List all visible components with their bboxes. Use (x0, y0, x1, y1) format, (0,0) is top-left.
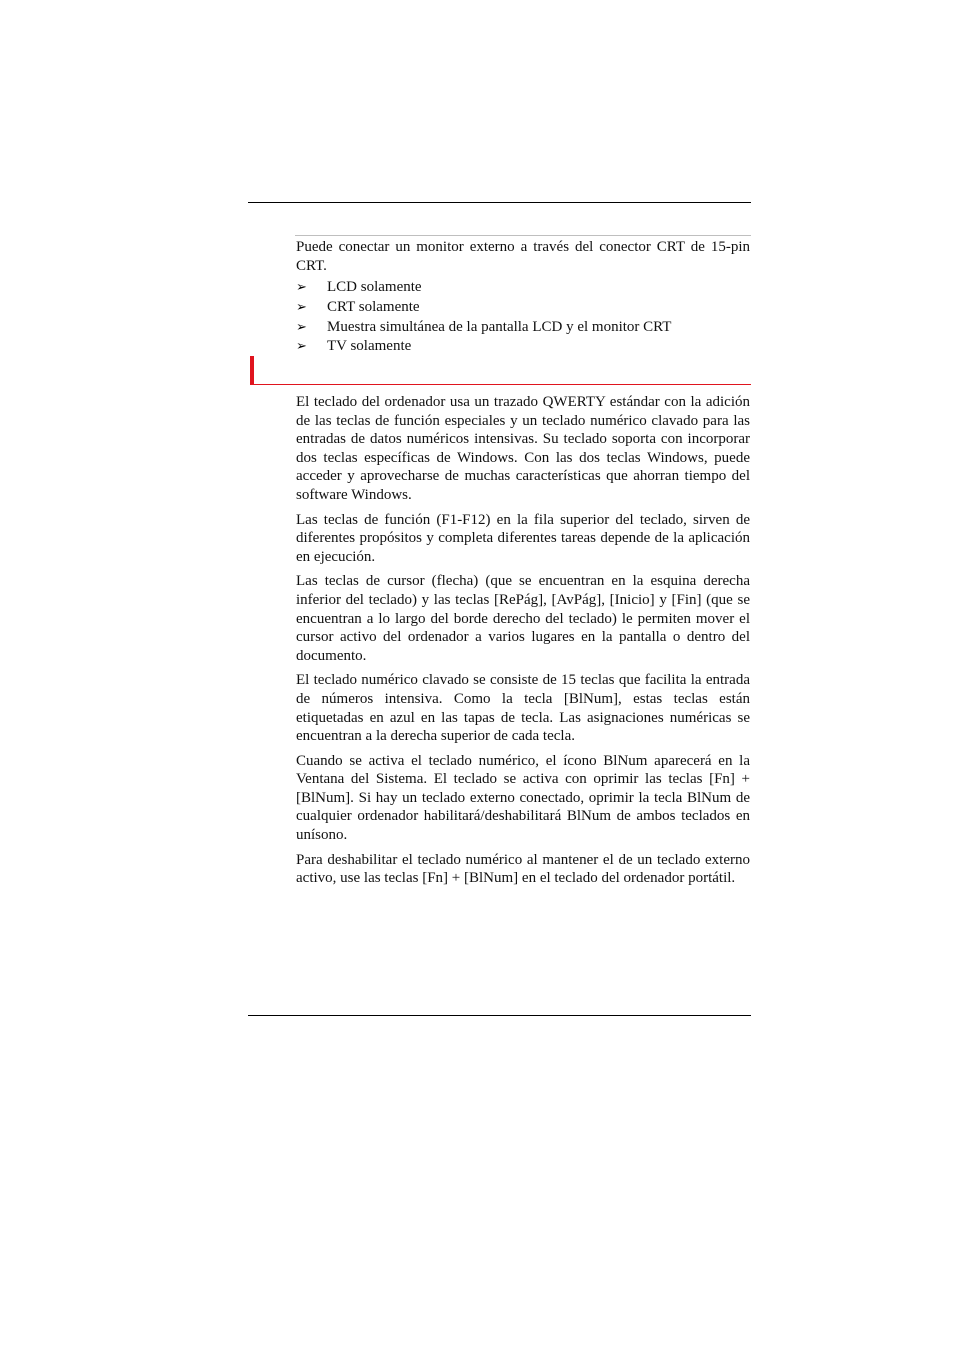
header-rule (248, 202, 751, 203)
option-lcd: LCD solamente (327, 279, 422, 296)
paragraph-numlock: Cuando se activa el teclado numérico, el ícono BlNum aparecerá en la Ventana del Sistema. El teclado se activa con oprimir las teclas [Fn] + [BlNum]. Si hay un teclado externo conectado, oprimir la tecla BlNum de cualquier ordenador habilitará/deshabilitará BlNum de ambos teclados en unísono. (296, 752, 750, 844)
list-item (296, 298, 750, 318)
option-simultaneous: Muestra simultánea de la pantalla LCD y el monitor CRT (327, 318, 672, 335)
section-marker (250, 356, 254, 385)
arrow-bullet-icon: ➢ (296, 319, 307, 335)
arrow-bullet-icon: ➢ (296, 280, 307, 296)
list-item (296, 278, 750, 298)
footer-rule (248, 1015, 751, 1016)
keyboard-section (296, 393, 750, 894)
display-options-list (296, 278, 750, 357)
paragraph-function-keys: Las teclas de función (F1-F12) en la fila superior del teclado, sirven de diferentes propósitos y completa diferentes tareas depende de la aplicación en ejecución. (296, 511, 750, 565)
list-item (296, 317, 750, 337)
paragraph-disable-keypad: Para deshabilitar el teclado numérico al mantener el de un teclado externo activo, use las teclas [Fn] + [BlNum] en el teclado del ordenador portátil. (296, 851, 750, 887)
section-heading-rule (250, 384, 751, 385)
section-rule (295, 235, 751, 236)
arrow-bullet-icon: ➢ (296, 300, 307, 316)
arrow-bullet-icon: ➢ (296, 339, 307, 355)
paragraph-cursor-keys: Las teclas de cursor (flecha) (que se encuentran en la esquina derecha inferior del teclado) y las teclas [RePág], [AvPág], [Inicio] y [Fin] (que se encuentran a lo largo del borde derecho del teclado) le permiten mover el cursor activo del ordenador a varios lugares en la pantalla o dentro del documento. (296, 573, 750, 664)
list-item (296, 337, 750, 357)
option-crt: CRT solamente (327, 299, 420, 316)
intro-paragraph: Puede conectar un monitor externo a través del conector CRT de 15-pin CRT. (296, 239, 750, 274)
paragraph-keyboard-layout: El teclado del ordenador usa un trazado QWERTY estándar con la adición de las teclas de función especiales y un teclado numérico clavado para las entradas de datos numéricos intensivas. Su teclado soporta con incorporar dos teclas específicas de Windows. Con las dos teclas Windows, puede acceder y aprovecharse de muchas características que ahorran tiempo del software Windows. (296, 394, 750, 503)
paragraph-numeric-keypad: El teclado numérico clavado se consiste de 15 teclas que facilita la entrada de números intensiva. Como la tecla [BlNum], estas teclas están etiquetadas en azul en las tapas de tecla. Las asignaciones numéricas se encuentran a la derecha superior de cada tecla. (296, 672, 750, 745)
option-tv: TV solamente (327, 338, 412, 355)
